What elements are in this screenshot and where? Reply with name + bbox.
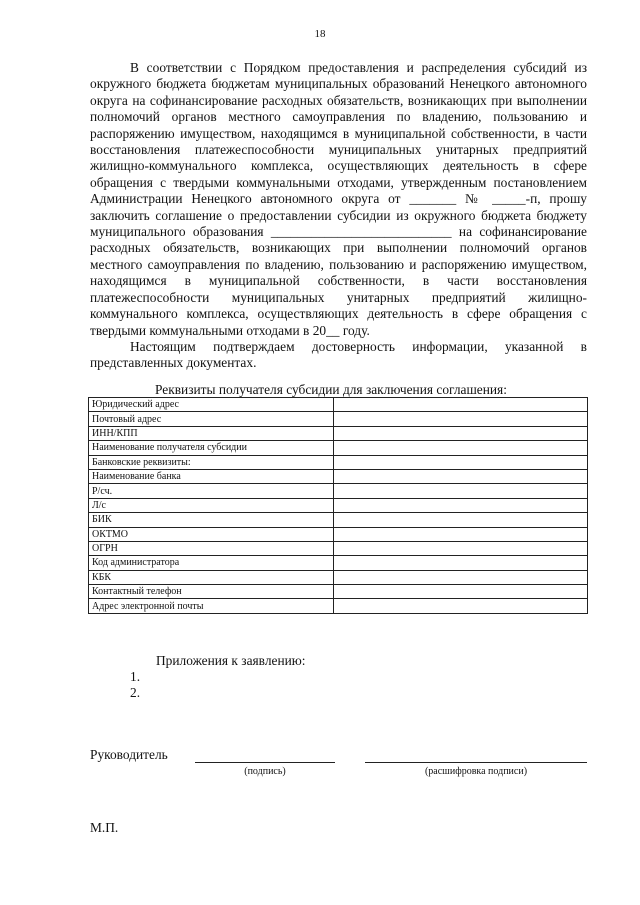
requisite-value-field[interactable]	[334, 556, 588, 570]
requisite-label: Р/сч.	[89, 484, 334, 498]
requisite-label: Юридический адрес	[89, 398, 334, 412]
stamp-place: М.П.	[90, 820, 119, 835]
confirmation-paragraph: Настоящим подтверждаем достоверность информации, указанной в представленных документах.	[90, 338, 587, 371]
requisites-row	[89, 556, 588, 570]
requisite-value-field[interactable]	[334, 412, 588, 426]
attachments-title: Приложения к заявлению:	[156, 653, 306, 668]
requisite-label: Адрес электронной почты	[89, 599, 334, 613]
signatory-label: Руководитель	[90, 747, 168, 762]
requisite-label: Почтовый адрес	[89, 412, 334, 426]
attachment-item: 2.	[130, 685, 141, 700]
requisite-label: Банковские реквизиты:	[89, 455, 334, 469]
requisites-row	[89, 398, 588, 412]
application-body	[90, 60, 587, 372]
signature-line	[195, 762, 335, 763]
requisites-table	[88, 397, 588, 614]
requisites-row	[89, 469, 588, 483]
requisite-label: КБК	[89, 570, 334, 584]
main-paragraph: В соответствии с Порядком предоставления и распределения субсидий из окружного бюджета бюджетам муниципальных образований Ненецкого автономного округа на софинансирование расходных обязательств, возникающих при выполнении полномочий органов местного самоуправления по владению, пользованию и распоряжению имуществом, находящимся в муниципальной собственности, в части восстановления платежеспособности муниципальных унитарных предприятий жилищно-коммунального комплекса, осуществляющих деятельность в сфере обращения с твердыми коммунальными отходами, утвержденным постановлением Администрации Ненецкого автономного округа от _______ № _____-п, прошу заключить соглашение о предоставлении субсидии из окружного бюджета бюджету муниципального образования ___________________________ на софинансирование расходных обязательств, возникающих при выполнении полномочий органов местного самоуправления по владению, пользованию и распоряжению имуществом, находящимся в муниципальной собственности, в части восстановления платежеспособности муниципальных унитарных предприятий жилищно-коммунального комплекса, осуществляющих деятельность в сфере обращения с твердыми коммунальными отходами в 20__ году.	[90, 60, 587, 338]
requisites-row	[89, 541, 588, 555]
requisite-value-field[interactable]	[334, 426, 588, 440]
requisite-label: БИК	[89, 513, 334, 527]
requisites-row	[89, 585, 588, 599]
requisite-value-field[interactable]	[334, 484, 588, 498]
requisites-row	[89, 599, 588, 613]
requisites-row	[89, 513, 588, 527]
requisite-label: ИНН/КПП	[89, 426, 334, 440]
requisites-row	[89, 527, 588, 541]
requisites-row	[89, 484, 588, 498]
requisite-value-field[interactable]	[334, 599, 588, 613]
requisite-label: Код администратора	[89, 556, 334, 570]
requisites-row	[89, 455, 588, 469]
requisite-label: Наименование банка	[89, 469, 334, 483]
requisite-label: ОГРН	[89, 541, 334, 555]
attachment-item: 1.	[130, 669, 141, 684]
requisites-row	[89, 412, 588, 426]
requisite-value-field[interactable]	[334, 498, 588, 512]
requisite-value-field[interactable]	[334, 441, 588, 455]
signature-caption: (подпись)	[244, 766, 286, 777]
requisite-label: Л/с	[89, 498, 334, 512]
requisites-row	[89, 498, 588, 512]
requisites-row	[89, 441, 588, 455]
requisite-label: ОКТМО	[89, 527, 334, 541]
requisite-label: Наименование получателя субсидии	[89, 441, 334, 455]
requisites-heading: Реквизиты получателя субсидии для заключения соглашения:	[155, 382, 507, 397]
requisite-value-field[interactable]	[334, 455, 588, 469]
signature-decoding-line	[365, 762, 587, 763]
page-number: 18	[314, 28, 326, 40]
requisite-value-field[interactable]	[334, 469, 588, 483]
requisite-value-field[interactable]	[334, 570, 588, 584]
requisite-value-field[interactable]	[334, 527, 588, 541]
requisite-value-field[interactable]	[334, 398, 588, 412]
requisite-value-field[interactable]	[334, 513, 588, 527]
requisite-value-field[interactable]	[334, 585, 588, 599]
attachments-block	[130, 653, 306, 701]
requisite-value-field[interactable]	[334, 541, 588, 555]
requisites-row	[89, 426, 588, 440]
requisite-label: Контактный телефон	[89, 585, 334, 599]
requisites-row	[89, 570, 588, 584]
signature-decoding-caption: (расшифровка подписи)	[424, 766, 528, 777]
